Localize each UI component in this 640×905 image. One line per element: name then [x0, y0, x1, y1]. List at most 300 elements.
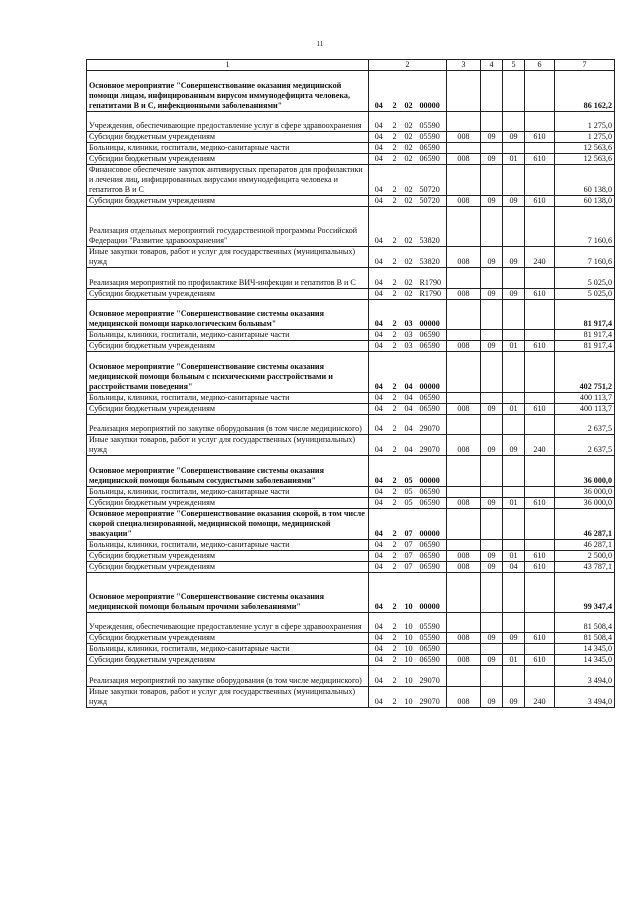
table-row [87, 392, 615, 403]
code-subsection [503, 299, 525, 329]
code-program: 2 [389, 539, 401, 550]
table-row [87, 686, 615, 707]
code-subprogram: 02 [401, 111, 417, 131]
row-name: Больницы, клиники, госпитали, медико-санитарные части [87, 142, 369, 153]
code-expense-type [525, 111, 555, 131]
code-ministry: 008 [447, 633, 481, 644]
row-name: Основное мероприятие "Совершенствование системы оказания медицинской помощи наркологическим больным" [87, 299, 369, 329]
amount-value: 2 500,0 [555, 550, 615, 561]
column-header: 7 [555, 60, 615, 71]
row-name: Иные закупки товаров, работ и услуг для государственных (муниципальных) нужд [87, 686, 369, 707]
code-ministry: 008 [447, 403, 481, 414]
column-header: 4 [481, 60, 503, 71]
code-expense-type [525, 71, 555, 112]
code-direction: 06590 [417, 550, 447, 561]
code-direction: 50720 [417, 164, 447, 195]
code-program: 2 [389, 268, 401, 288]
code-section-division: 09 [481, 633, 503, 644]
row-name: Субсидии бюджетным учреждениям [87, 497, 369, 508]
code-subprogram: 02 [401, 268, 417, 288]
row-name: Основное мероприятие "Совершенствование системы оказания медицинской помощи больным прочими заболеваниями" [87, 572, 369, 613]
code-direction: 06590 [417, 486, 447, 497]
code-subprogram: 02 [401, 164, 417, 195]
code-program: 2 [389, 288, 401, 299]
code-section: 04 [369, 655, 389, 666]
code-program: 2 [389, 561, 401, 572]
code-ministry [447, 352, 481, 393]
code-direction: 06590 [417, 153, 447, 164]
row-name: Основное мероприятие "Совершенствование оказания медицинской помощи лицам, инфицированным вирусом иммунодефицита человека, гепатитами В и С, инфекционными заболеваниями" [87, 71, 369, 112]
table-row [87, 142, 615, 153]
code-program: 2 [389, 497, 401, 508]
code-direction: 00000 [417, 508, 447, 539]
row-name: Основное мероприятие "Совершенствование системы оказания медицинской помощи больным сосудистыми заболеваниями" [87, 456, 369, 486]
table-row [87, 666, 615, 686]
code-section: 04 [369, 456, 389, 486]
code-subprogram: 04 [401, 403, 417, 414]
code-section: 04 [369, 613, 389, 633]
code-program: 2 [389, 456, 401, 486]
amount-value: 81 917,4 [555, 341, 615, 352]
table-row [87, 633, 615, 644]
code-program: 2 [389, 572, 401, 613]
code-subsection: 01 [503, 655, 525, 666]
code-section: 04 [369, 352, 389, 393]
row-name: Иные закупки товаров, работ и услуг для государственных (муниципальных) нужд [87, 435, 369, 456]
table-row [87, 644, 615, 655]
code-section-division: 09 [481, 435, 503, 456]
amount-value: 14 345,0 [555, 644, 615, 655]
code-section-division: 09 [481, 550, 503, 561]
amount-value: 81 508,4 [555, 633, 615, 644]
table-row [87, 539, 615, 550]
code-ministry [447, 206, 481, 247]
column-header: 1 [87, 60, 369, 71]
code-section: 04 [369, 486, 389, 497]
code-direction: 00000 [417, 456, 447, 486]
code-ministry: 008 [447, 655, 481, 666]
code-ministry [447, 111, 481, 131]
code-section: 04 [369, 686, 389, 707]
table-header-row [87, 60, 615, 71]
code-section-division: 09 [481, 195, 503, 206]
table-row [87, 268, 615, 288]
table-row [87, 330, 615, 341]
code-expense-type: 610 [525, 403, 555, 414]
code-section-division [481, 330, 503, 341]
code-subprogram: 05 [401, 486, 417, 497]
code-subprogram: 04 [401, 435, 417, 456]
code-ministry: 008 [447, 247, 481, 268]
code-program: 2 [389, 352, 401, 393]
code-direction: R1790 [417, 268, 447, 288]
code-direction: 06590 [417, 403, 447, 414]
code-subprogram: 10 [401, 613, 417, 633]
code-subsection: 01 [503, 497, 525, 508]
code-expense-type: 610 [525, 561, 555, 572]
code-subprogram: 07 [401, 508, 417, 539]
code-subsection [503, 666, 525, 686]
code-subsection: 01 [503, 153, 525, 164]
code-subsection [503, 111, 525, 131]
code-subprogram: 04 [401, 352, 417, 393]
row-name: Больницы, клиники, госпитали, медико-санитарные части [87, 330, 369, 341]
row-name: Иные закупки товаров, работ и услуг для государственных (муниципальных) нужд [87, 247, 369, 268]
table-section-row [87, 508, 615, 539]
code-direction: 06590 [417, 539, 447, 550]
code-subprogram: 02 [401, 206, 417, 247]
table-section-row [87, 352, 615, 393]
code-expense-type: 610 [525, 550, 555, 561]
code-program: 2 [389, 341, 401, 352]
code-subprogram: 10 [401, 655, 417, 666]
code-subprogram: 04 [401, 414, 417, 434]
code-section: 04 [369, 392, 389, 403]
code-subprogram: 10 [401, 633, 417, 644]
code-section-division [481, 644, 503, 655]
code-section-division [481, 486, 503, 497]
code-section-division [481, 111, 503, 131]
code-program: 2 [389, 655, 401, 666]
code-direction: 53820 [417, 206, 447, 247]
code-section-division [481, 392, 503, 403]
row-name: Субсидии бюджетным учреждениям [87, 655, 369, 666]
code-ministry [447, 456, 481, 486]
code-section: 04 [369, 131, 389, 142]
code-subsection: 04 [503, 561, 525, 572]
row-name: Основное мероприятие "Совершенствование оказания скорой, в том числе скорой специализированной, медицинской помощи, медицинской эвакуации" [87, 508, 369, 539]
code-expense-type: 610 [525, 497, 555, 508]
code-section-division [481, 352, 503, 393]
table-row [87, 550, 615, 561]
table-row [87, 195, 615, 206]
code-direction: 00000 [417, 572, 447, 613]
code-subprogram: 02 [401, 153, 417, 164]
code-ministry [447, 392, 481, 403]
code-section: 04 [369, 142, 389, 153]
code-ministry [447, 268, 481, 288]
code-subprogram: 02 [401, 71, 417, 112]
code-direction: 29070 [417, 666, 447, 686]
code-section: 04 [369, 435, 389, 456]
code-section-division: 09 [481, 247, 503, 268]
code-expense-type: 240 [525, 686, 555, 707]
code-program: 2 [389, 206, 401, 247]
code-expense-type: 610 [525, 633, 555, 644]
code-expense-type [525, 164, 555, 195]
code-expense-type [525, 206, 555, 247]
code-direction: 06590 [417, 497, 447, 508]
code-subsection [503, 572, 525, 613]
code-program: 2 [389, 195, 401, 206]
code-section: 04 [369, 561, 389, 572]
code-ministry: 008 [447, 435, 481, 456]
column-header: 3 [447, 60, 481, 71]
code-subprogram: 05 [401, 456, 417, 486]
code-section: 04 [369, 550, 389, 561]
row-name: Субсидии бюджетным учреждениям [87, 288, 369, 299]
table-body [87, 71, 615, 708]
code-program: 2 [389, 633, 401, 644]
code-ministry [447, 666, 481, 686]
code-expense-type [525, 539, 555, 550]
code-section-division: 09 [481, 686, 503, 707]
code-ministry: 008 [447, 288, 481, 299]
row-name: Субсидии бюджетным учреждениям [87, 561, 369, 572]
code-subsection [503, 71, 525, 112]
code-program: 2 [389, 392, 401, 403]
code-subprogram: 02 [401, 131, 417, 142]
code-ministry: 008 [447, 131, 481, 142]
code-expense-type [525, 666, 555, 686]
code-direction: 05590 [417, 131, 447, 142]
code-direction: 05590 [417, 111, 447, 131]
table-row [87, 341, 615, 352]
code-ministry: 008 [447, 550, 481, 561]
code-expense-type [525, 486, 555, 497]
code-expense-type [525, 572, 555, 613]
code-section-division: 09 [481, 497, 503, 508]
code-section: 04 [369, 414, 389, 434]
page-number: 11 [316, 40, 324, 48]
code-direction: 06590 [417, 341, 447, 352]
code-subprogram: 02 [401, 247, 417, 268]
code-ministry [447, 572, 481, 613]
row-name: Субсидии бюджетным учреждениям [87, 131, 369, 142]
amount-value: 43 787,1 [555, 561, 615, 572]
code-ministry [447, 486, 481, 497]
code-section-division: 09 [481, 655, 503, 666]
amount-value: 99 347,4 [555, 572, 615, 613]
code-section: 04 [369, 164, 389, 195]
amount-value: 36 000,0 [555, 486, 615, 497]
code-section: 04 [369, 403, 389, 414]
table-row [87, 655, 615, 666]
code-expense-type [525, 268, 555, 288]
code-subprogram: 07 [401, 539, 417, 550]
amount-value: 60 138,0 [555, 195, 615, 206]
code-expense-type [525, 142, 555, 153]
column-header: 5 [503, 60, 525, 71]
table-section-row [87, 572, 615, 613]
row-name: Субсидии бюджетным учреждениям [87, 341, 369, 352]
code-section: 04 [369, 247, 389, 268]
code-section-division: 09 [481, 403, 503, 414]
amount-value: 2 637,5 [555, 414, 615, 434]
row-name: Реализация отдельных мероприятий государственной программы Российской Федерации "Развитие здравоохранения" [87, 206, 369, 247]
code-direction: 00000 [417, 299, 447, 329]
code-subsection: 09 [503, 131, 525, 142]
amount-value: 81 917,4 [555, 299, 615, 329]
code-direction: 29070 [417, 435, 447, 456]
amount-value: 5 025,0 [555, 288, 615, 299]
code-section-division: 09 [481, 341, 503, 352]
code-section: 04 [369, 288, 389, 299]
amount-value: 12 563,6 [555, 153, 615, 164]
code-subprogram: 03 [401, 299, 417, 329]
table-row [87, 497, 615, 508]
row-name: Субсидии бюджетным учреждениям [87, 633, 369, 644]
code-section-division: 09 [481, 561, 503, 572]
code-ministry: 008 [447, 153, 481, 164]
amount-value: 46 287,1 [555, 508, 615, 539]
code-section: 04 [369, 71, 389, 112]
code-section-division [481, 508, 503, 539]
code-subsection [503, 206, 525, 247]
row-name: Больницы, клиники, госпитали, медико-санитарные части [87, 539, 369, 550]
code-section: 04 [369, 195, 389, 206]
code-subsection [503, 414, 525, 434]
code-direction: 06590 [417, 330, 447, 341]
amount-value: 402 751,2 [555, 352, 615, 393]
code-expense-type: 610 [525, 655, 555, 666]
code-subsection: 09 [503, 435, 525, 456]
code-direction: 06590 [417, 561, 447, 572]
code-expense-type: 610 [525, 341, 555, 352]
code-program: 2 [389, 142, 401, 153]
code-ministry [447, 644, 481, 655]
amount-value: 81 508,4 [555, 613, 615, 633]
code-ministry [447, 414, 481, 434]
code-ministry: 008 [447, 341, 481, 352]
code-ministry [447, 299, 481, 329]
code-subsection: 09 [503, 633, 525, 644]
amount-value: 46 287,1 [555, 539, 615, 550]
code-expense-type: 240 [525, 435, 555, 456]
code-direction: 29070 [417, 686, 447, 707]
code-section-division [481, 142, 503, 153]
code-direction: 06590 [417, 392, 447, 403]
code-direction: 29070 [417, 414, 447, 434]
code-section: 04 [369, 633, 389, 644]
code-subsection [503, 539, 525, 550]
code-ministry [447, 508, 481, 539]
amount-value: 400 113,7 [555, 392, 615, 403]
code-subprogram: 02 [401, 195, 417, 206]
code-section: 04 [369, 153, 389, 164]
code-program: 2 [389, 508, 401, 539]
code-section-division: 09 [481, 153, 503, 164]
code-program: 2 [389, 330, 401, 341]
code-section-division [481, 572, 503, 613]
code-subsection: 01 [503, 403, 525, 414]
code-direction: 06590 [417, 655, 447, 666]
amount-value: 36 000,0 [555, 497, 615, 508]
code-section: 04 [369, 644, 389, 655]
code-expense-type [525, 330, 555, 341]
code-subsection: 09 [503, 247, 525, 268]
code-expense-type: 240 [525, 247, 555, 268]
table-row [87, 486, 615, 497]
code-subsection [503, 352, 525, 393]
budget-table [86, 59, 615, 708]
code-program: 2 [389, 403, 401, 414]
code-program: 2 [389, 414, 401, 434]
amount-value: 2 637,5 [555, 435, 615, 456]
table-section-row [87, 456, 615, 486]
code-section: 04 [369, 330, 389, 341]
row-name: Учреждения, обеспечивающие предоставление услуг в сфере здравоохранения [87, 613, 369, 633]
code-subsection [503, 486, 525, 497]
code-ministry [447, 613, 481, 633]
code-program: 2 [389, 71, 401, 112]
code-section-division [481, 414, 503, 434]
code-expense-type: 610 [525, 153, 555, 164]
amount-value: 3 494,0 [555, 686, 615, 707]
code-section: 04 [369, 666, 389, 686]
code-direction: 06590 [417, 142, 447, 153]
code-expense-type [525, 392, 555, 403]
code-ministry [447, 539, 481, 550]
table-section-row [87, 299, 615, 329]
code-subprogram: 07 [401, 550, 417, 561]
code-section-division [481, 456, 503, 486]
code-subsection: 09 [503, 195, 525, 206]
code-expense-type: 610 [525, 288, 555, 299]
code-section-division [481, 666, 503, 686]
row-name: Реализация мероприятий по закупке оборудования (в том числе медицинского) [87, 414, 369, 434]
table-row [87, 206, 615, 247]
code-section-division: 09 [481, 288, 503, 299]
table-row [87, 435, 615, 456]
code-subsection [503, 456, 525, 486]
row-name: Больницы, клиники, госпитали, медико-санитарные части [87, 486, 369, 497]
code-expense-type [525, 414, 555, 434]
code-subprogram: 05 [401, 497, 417, 508]
code-expense-type: 610 [525, 195, 555, 206]
code-subprogram: 10 [401, 686, 417, 707]
column-header: 6 [525, 60, 555, 71]
code-program: 2 [389, 111, 401, 131]
table-row [87, 403, 615, 414]
code-program: 2 [389, 247, 401, 268]
column-header: 2 [369, 60, 447, 71]
row-name: Больницы, клиники, госпитали, медико-санитарные части [87, 392, 369, 403]
amount-value: 3 494,0 [555, 666, 615, 686]
code-program: 2 [389, 613, 401, 633]
code-subprogram: 02 [401, 288, 417, 299]
code-direction: 50720 [417, 195, 447, 206]
table-row [87, 561, 615, 572]
code-program: 2 [389, 644, 401, 655]
code-subsection [503, 330, 525, 341]
row-name: Учреждения, обеспечивающие предоставление услуг в сфере здравоохранения [87, 111, 369, 131]
amount-value: 5 025,0 [555, 268, 615, 288]
code-section-division [481, 71, 503, 112]
code-direction: 05590 [417, 613, 447, 633]
amount-value: 1 275,0 [555, 131, 615, 142]
row-name: Финансовое обеспечение закупок антивирусных препаратов для профилактики и лечения лиц, инфицированных вирусами иммунодефицита человека и гепатитов В и С [87, 164, 369, 195]
code-subsection: 09 [503, 288, 525, 299]
code-program: 2 [389, 299, 401, 329]
code-program: 2 [389, 153, 401, 164]
code-subprogram: 10 [401, 572, 417, 613]
code-program: 2 [389, 486, 401, 497]
code-section: 04 [369, 508, 389, 539]
code-subprogram: 03 [401, 330, 417, 341]
code-subprogram: 10 [401, 644, 417, 655]
code-ministry: 008 [447, 195, 481, 206]
code-expense-type [525, 456, 555, 486]
code-expense-type [525, 352, 555, 393]
code-expense-type [525, 644, 555, 655]
code-direction: 00000 [417, 352, 447, 393]
code-ministry [447, 330, 481, 341]
code-subsection [503, 613, 525, 633]
code-section: 04 [369, 497, 389, 508]
code-ministry [447, 142, 481, 153]
code-direction: R1790 [417, 288, 447, 299]
